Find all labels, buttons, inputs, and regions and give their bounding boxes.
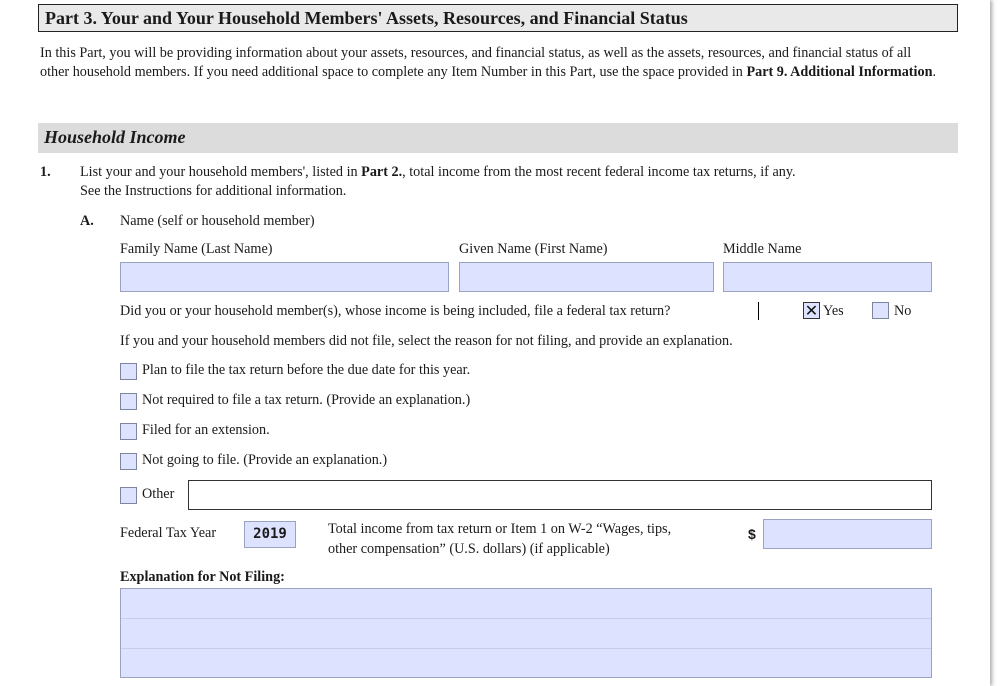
family-name-label: Family Name (Last Name): [120, 241, 273, 257]
subitem-letter: A.: [80, 213, 94, 229]
item-instruction: [80, 164, 796, 181]
text-cursor: [758, 302, 759, 320]
income-label-2: other compensation” (U.S. dollars) (if applicable): [328, 541, 610, 557]
reason-label: Plan to file the tax return before the due date for this year.: [142, 362, 471, 378]
reason-label: Filed for an extension.: [142, 422, 270, 438]
not-filed-prompt: If you and your household members did not file, select the reason for not filing, and provide an explanation.: [120, 333, 733, 349]
text-line: [121, 648, 931, 649]
part-title: Part 3. Your and Your Household Members' Assets, Resources, and Financial Status: [45, 8, 688, 28]
intro-reference: Part 9. Additional Information: [746, 64, 933, 80]
yes-label: Yes: [823, 303, 844, 319]
middle-name-field[interactable]: [723, 262, 932, 292]
part-header: [38, 4, 958, 32]
yes-checkbox[interactable]: [803, 302, 820, 319]
reason-checkbox-other[interactable]: [120, 487, 137, 504]
income-field[interactable]: [763, 519, 932, 549]
reason-checkbox-not-required[interactable]: [120, 393, 137, 410]
no-label: No: [894, 303, 912, 319]
section-title: Household Income: [44, 127, 186, 147]
intro-paragraph: [40, 44, 940, 82]
tax-year-label: Federal Tax Year: [120, 525, 217, 541]
no-checkbox[interactable]: [872, 302, 889, 319]
item-reference: Part 2.: [361, 164, 403, 180]
middle-name-label: Middle Name: [723, 241, 802, 257]
other-field[interactable]: [188, 480, 932, 510]
family-name-field[interactable]: [120, 262, 449, 292]
currency-symbol: $: [748, 526, 756, 542]
reason-checkbox-not-going[interactable]: [120, 453, 137, 470]
filed-question: Did you or your household member(s), whose income is being included, file a federal tax return?: [120, 303, 671, 319]
name-label: Name (self or household member): [120, 213, 315, 229]
income-label: Total income from tax return or Item 1 on W-2 “Wages, tips,: [328, 521, 672, 537]
given-name-label: Given Name (First Name): [459, 241, 608, 257]
reason-checkbox-plan[interactable]: [120, 363, 137, 380]
item-text-end: , total income from the most recent federal income tax returns, if any.: [402, 164, 796, 180]
given-name-field[interactable]: [459, 262, 714, 292]
tax-year-field[interactable]: 2019: [244, 521, 296, 548]
item-number: 1.: [40, 164, 51, 180]
item-instruction-2: See the Instructions for additional information.: [80, 183, 347, 199]
check-mark-icon: ✕: [804, 301, 819, 320]
reason-checkbox-extension[interactable]: [120, 423, 137, 440]
reason-label: Not going to file. (Provide an explanation.): [142, 452, 388, 468]
intro-text: In this Part, you will be providing information about your assets, resources, and financial status, as well as the assets, resources, and financial status of all other household members. If you need additional space to complete any Item Number in this Part, use the space provided in: [40, 45, 912, 80]
other-label: Other: [142, 486, 175, 502]
explanation-field[interactable]: [120, 588, 932, 678]
reason-label: Not required to file a tax return. (Provide an explanation.): [142, 392, 471, 408]
intro-end: .: [932, 64, 937, 80]
explanation-label: Explanation for Not Filing:: [120, 569, 285, 585]
item-text: List your and your household members', listed in: [80, 164, 362, 180]
section-header: [38, 123, 958, 153]
text-line: [121, 618, 931, 619]
